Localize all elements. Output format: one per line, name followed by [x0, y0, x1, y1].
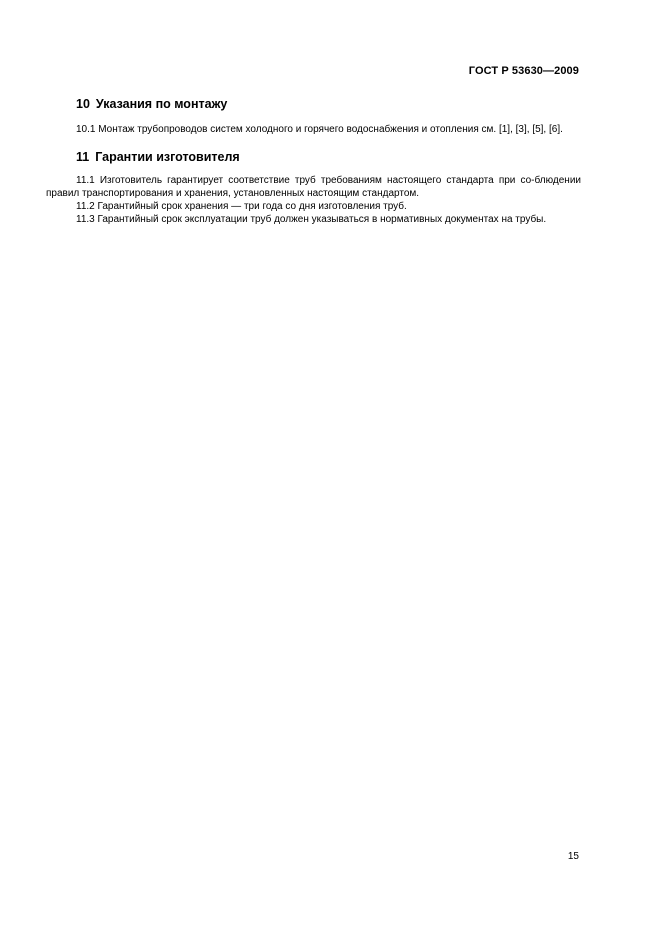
- paragraph-11-3: 11.3 Гарантийный срок эксплуатации труб должен указываться в нормативных документах на трубы.: [76, 214, 547, 225]
- section-10-number: 10: [76, 97, 90, 111]
- paragraph-10-1: 10.1 Монтаж трубопроводов систем холодного и горячего водоснабжения и отопления см. [1], [3], [5], [6].: [76, 124, 563, 135]
- page-number: 15: [567, 851, 579, 862]
- section-11-body: [46, 174, 581, 226]
- section-11-number: 11: [76, 150, 90, 164]
- paragraph-11-2: 11.2 Гарантийный срок хранения — три года со дня изготовления труб.: [76, 201, 407, 212]
- section-11-heading: [46, 148, 581, 166]
- document-code: ГОСТ Р 53630—2009: [468, 65, 579, 77]
- page-content: [46, 95, 581, 226]
- section-10-body: [46, 123, 581, 136]
- section-10-title: Указания по монтажу: [95, 97, 228, 111]
- paragraph-11-1: 11.1 Изготовитель гарантирует соответствие труб требованиям настоящего стандарта при со-блюдении правил транспортирования и хранения, установленных настоящим стандартом.: [46, 175, 581, 199]
- section-10-heading: [46, 95, 581, 113]
- section-11-title: Гарантии изготовителя: [95, 150, 240, 164]
